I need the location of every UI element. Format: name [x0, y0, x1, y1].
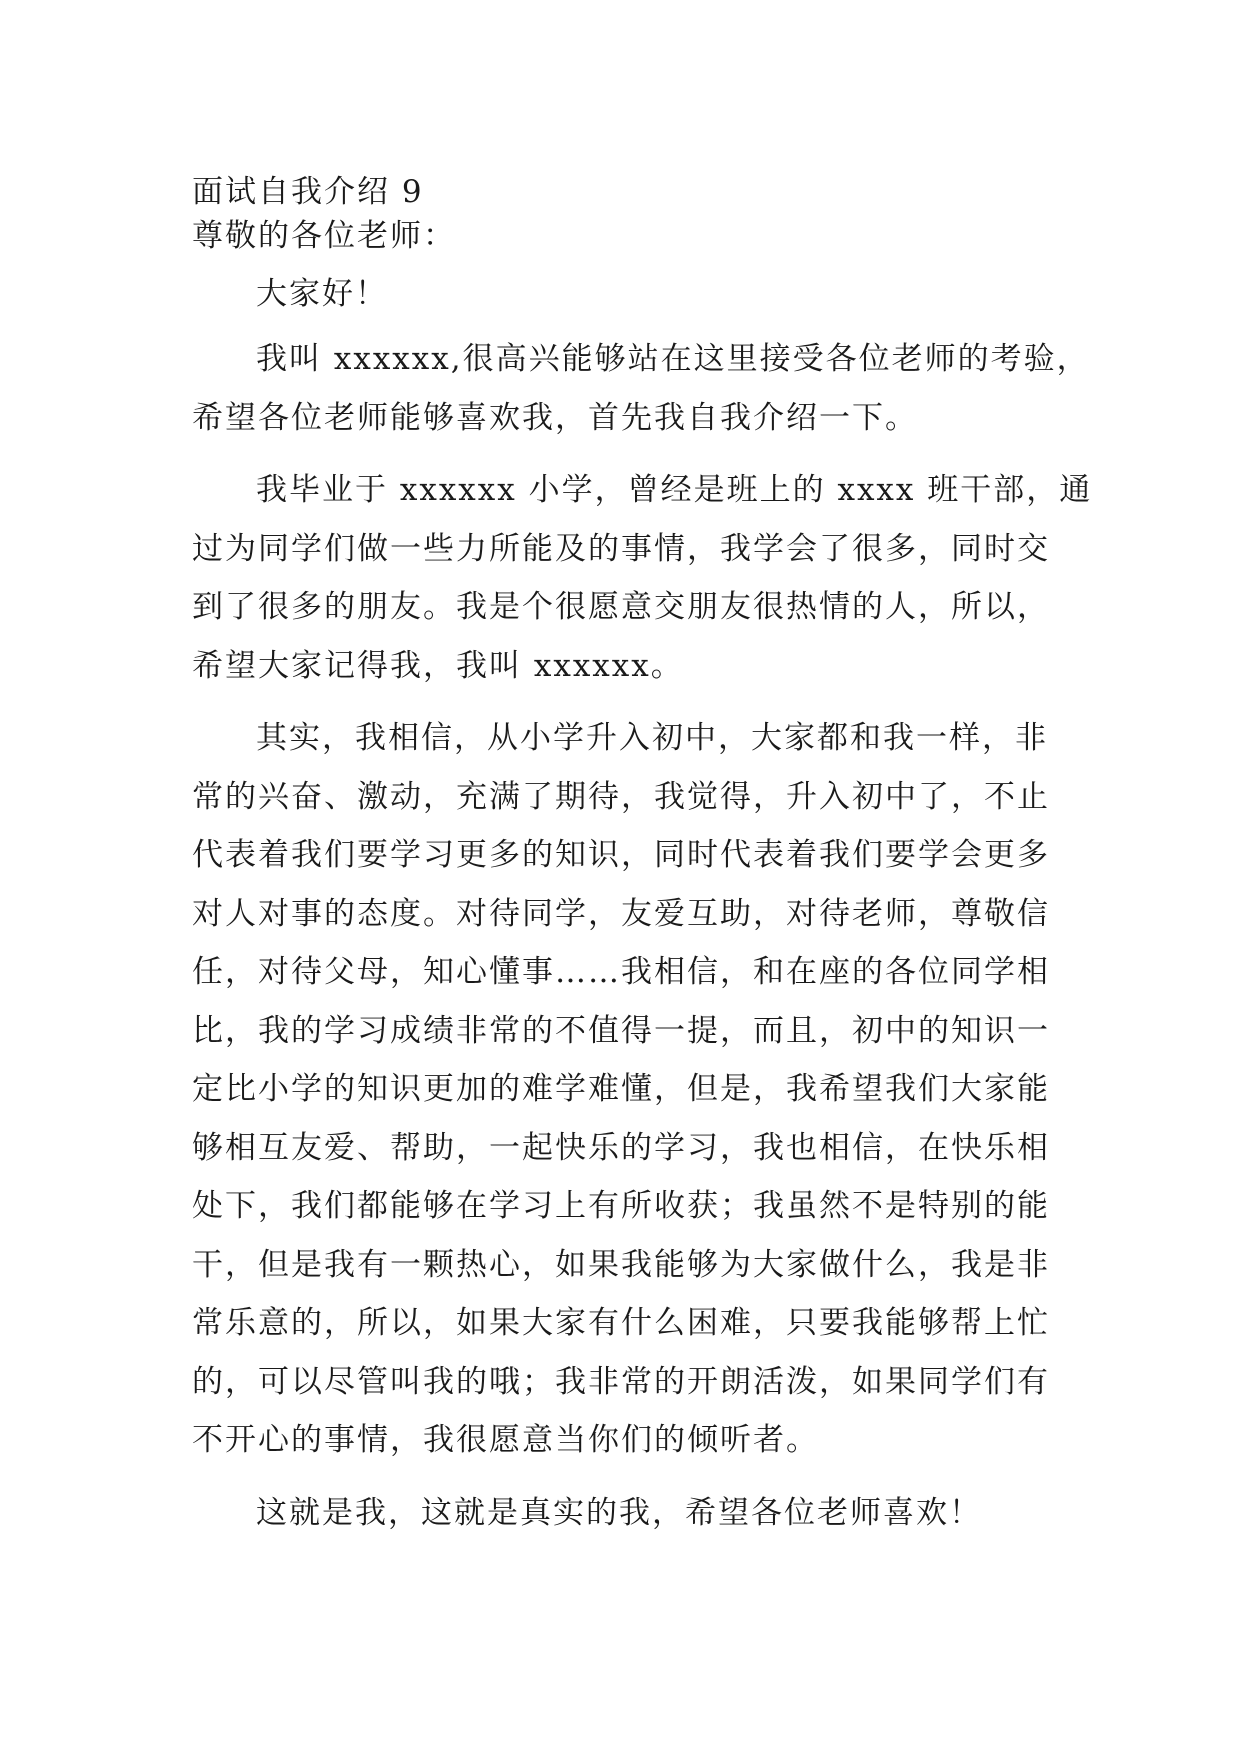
- paragraph-line: 我叫 xxxxxx,很高兴能够站在这里接受各位老师的考验，: [256, 341, 1090, 377]
- paragraph-intro: [192, 330, 1090, 447]
- greeting: 大家好！: [256, 276, 388, 312]
- paragraph-background: [192, 461, 1093, 695]
- paragraph-closing: [192, 1484, 1052, 1543]
- paragraph-line: 希望大家记得我，我叫 xxxxxx。: [192, 647, 684, 684]
- paragraph-main: [192, 709, 1052, 1470]
- paragraph-line: 不开心的事情，我很愿意当你们的倾听者。: [192, 1422, 819, 1458]
- paragraph-line: 希望各位老师能够喜欢我，首先我自我介绍一下。: [192, 399, 918, 436]
- paragraph-line: 够相互友爱、帮助，一起快乐的学习，我也相信，在快乐相: [192, 1129, 1050, 1166]
- salutation: 尊敬的各位老师：: [192, 218, 456, 254]
- paragraph-line: 代表着我们要学习更多的知识，同时代表着我们要学会更多: [192, 837, 1050, 873]
- paragraph-line: 任，对待父母，知心懂事……我相信，和在座的各位同学相: [192, 954, 1050, 990]
- paragraph-line: 对人对事的态度。对待同学，友爱互助，对待老师，尊敬信: [192, 895, 1050, 932]
- paragraph-line: 定比小学的知识更加的难学难懂，但是，我希望我们大家能: [192, 1071, 1050, 1107]
- paragraph-line: 处下，我们都能够在学习上有所收获；我虽然不是特别的能: [192, 1188, 1050, 1224]
- paragraph-line: 的，可以尽管叫我的哦；我非常的开朗活泼，如果同学们有: [192, 1363, 1050, 1400]
- paragraph-line: 常的兴奋、激动，充满了期待，我觉得，升入初中了，不止: [192, 778, 1050, 815]
- paragraph-line: 这就是我，这就是真实的我，希望各位老师喜欢！: [256, 1494, 982, 1531]
- paragraph-line: 比，我的学习成绩非常的不值得一提，而且，初中的知识一: [192, 1012, 1050, 1049]
- document-body: [192, 170, 1093, 1542]
- paragraph-line: 到了很多的朋友。我是个很愿意交朋友很热情的人，所以，: [192, 589, 1050, 625]
- paragraph-line: 其实，我相信，从小学升入初中，大家都和我一样，非: [256, 720, 1048, 756]
- paragraph-line: 干，但是我有一颗热心，如果我能够为大家做什么，我是非: [192, 1246, 1050, 1283]
- paragraph-line: 常乐意的，所以，如果大家有什么困难，只要我能够帮上忙: [192, 1305, 1050, 1341]
- paragraph-line: 过为同学们做一些力所能及的事情，我学会了很多，同时交: [192, 530, 1050, 567]
- document-title: 面试自我介绍 9: [192, 174, 424, 210]
- paragraph-line: 我毕业于 xxxxxx 小学，曾经是班上的 xxxx 班干部，通: [256, 472, 1093, 508]
